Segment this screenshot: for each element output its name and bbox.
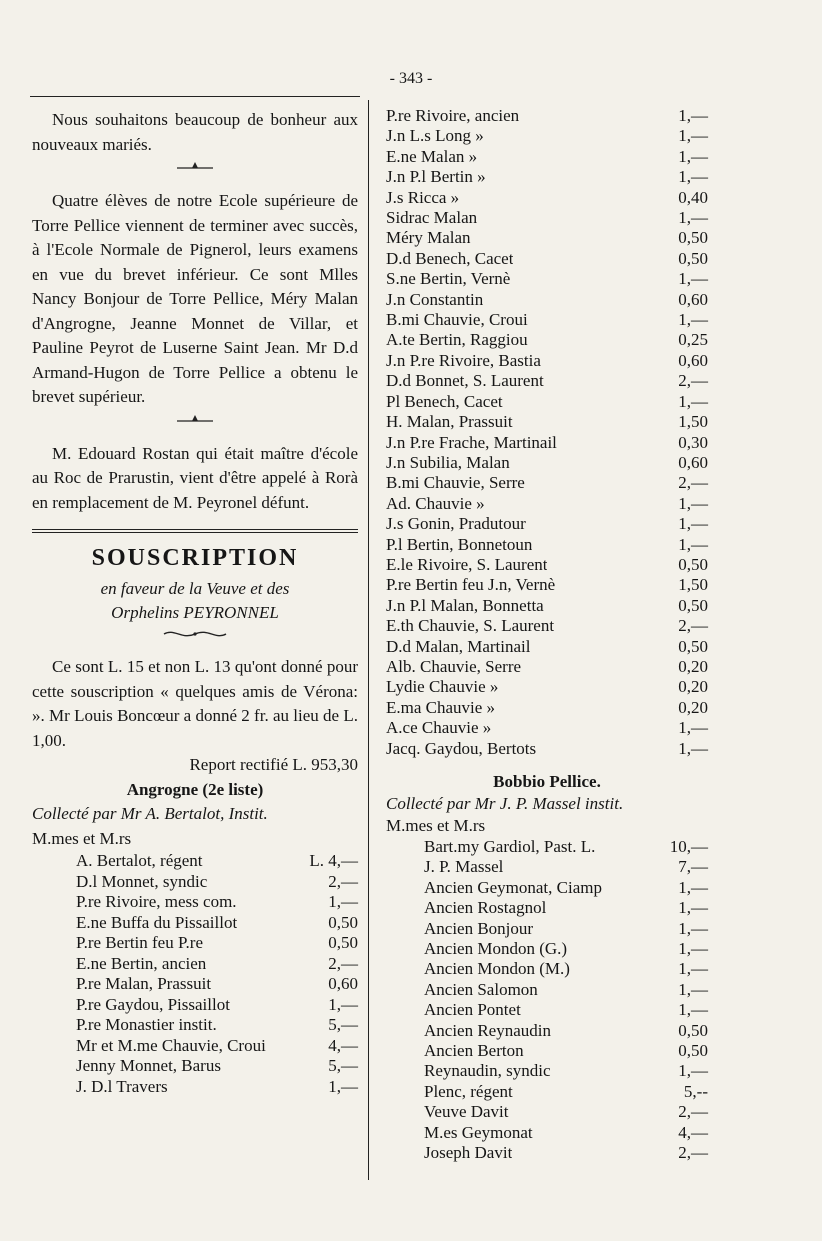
donation-amount: 5,—: [328, 1015, 358, 1034]
donation-amount: 1,—: [328, 1076, 358, 1096]
donation-amount: 4,—: [678, 1122, 708, 1142]
donor-row: [32, 1077, 358, 1098]
donation-amount: 0,50: [678, 248, 708, 268]
donor-row: [386, 698, 708, 718]
donor-name: J.n P.l Malan, Bonnetta: [386, 595, 544, 615]
donor-name: Pl Benech, Cacet: [386, 391, 503, 411]
donation-amount: 2,—: [678, 1143, 708, 1163]
group-label: M.mes et M.rs: [32, 828, 132, 848]
section-rule: [32, 529, 358, 533]
donor-name: J.s Ricca »: [386, 187, 460, 207]
donation-amount: 1,—: [678, 1000, 708, 1020]
donor-row: [386, 1082, 708, 1102]
donor-name: Reynaudin, syndic: [424, 1061, 551, 1081]
donor-name: E.le Rivoire, S. Laurent: [386, 554, 548, 574]
donor-name: J.n L.s Long »: [386, 126, 484, 146]
report-total: Report rectifié L. 953,30: [189, 755, 358, 774]
donation-amount: 1,—: [678, 208, 708, 228]
donor-row: [386, 657, 708, 677]
donor-name: P.re Bertin feu J.n, Vernè: [386, 575, 556, 595]
donor-row: [386, 616, 708, 636]
donor-row: [386, 1143, 708, 1163]
donor-name: J.n P.l Bertin »: [386, 167, 486, 187]
donation-amount: 1,—: [678, 979, 708, 999]
donor-name: E.ne Buffa du Pissaillot: [76, 912, 238, 932]
donation-amount: 0,50: [678, 228, 708, 248]
donation-amount: 1,—: [678, 898, 708, 918]
donation-amount: 1,—: [678, 918, 708, 938]
donation-amount: 2,—: [678, 1102, 708, 1122]
donor-row: [32, 1015, 358, 1036]
donor-name: Bart.my Gardiol, Past. L.: [424, 837, 596, 856]
donation-amount: 1,—: [678, 126, 708, 146]
donor-name: J.n P.re Frache, Martinail: [386, 432, 557, 452]
donor-name: P.re Monastier instit.: [76, 1015, 217, 1034]
donor-name: Joseph Davit: [424, 1143, 513, 1163]
donor-row: [386, 959, 708, 979]
donor-name: Mr et M.me Chauvie, Croui: [76, 1035, 266, 1055]
donor-name: P.l Bertin, Bonnetoun: [386, 534, 533, 554]
donor-name: J.n Subilia, Malan: [386, 452, 510, 472]
donor-row: [386, 433, 708, 453]
donor-name: Ancien Mondon (M.): [424, 959, 570, 979]
donation-amount: 0,50: [678, 554, 708, 574]
donation-amount: 1,—: [678, 493, 708, 513]
donation-amount: 1,—: [328, 994, 358, 1014]
donation-amount: 0,50: [678, 1041, 708, 1061]
donor-row: [386, 878, 708, 898]
donor-row: [386, 555, 708, 575]
donor-row: [386, 575, 708, 595]
donor-name: J.n Constantin: [386, 289, 484, 309]
donor-row: [32, 892, 358, 913]
donor-row: [386, 596, 708, 616]
donor-name: J.s Gonin, Pradutour: [386, 514, 526, 534]
page-number: - 343 -: [389, 70, 433, 87]
donor-row: [386, 1021, 708, 1041]
donor-row: [386, 1102, 708, 1122]
appointment-paragraph: M. Edouard Rostan qui était maître d'école au Roc de Prarustin, vient d'être appelé à Rorà en remplacement de M. Peyronel défunt.: [32, 443, 358, 512]
donation-amount: 1,—: [678, 310, 708, 330]
donation-amount: 1,—: [678, 534, 708, 554]
donation-amount: 1,—: [678, 106, 708, 125]
correction-paragraph: Ce sont L. 15 et non L. 13 qu'ont donné pour cette souscription « quelques amis de Vérona: ». Mr Louis Boncœur a donné 2 fr. au lieu de L. 1,00.: [32, 657, 358, 750]
donor-row: [386, 188, 708, 208]
right-column: [386, 106, 708, 1164]
donor-name: H. Malan, Prassuit: [386, 412, 513, 432]
donation-amount: 4,—: [328, 1035, 358, 1055]
donor-row: [386, 494, 708, 514]
donor-row: [386, 857, 708, 877]
donor-row: [386, 330, 708, 350]
donor-name: P.re Rivoire, ancien: [386, 106, 520, 125]
donation-amount: 1,—: [678, 146, 708, 166]
donor-row: [386, 514, 708, 534]
donor-row: [32, 974, 358, 995]
header-rule: [30, 96, 360, 97]
donor-name: P.re Rivoire, mess com.: [76, 892, 237, 911]
donor-row: [386, 473, 708, 493]
donor-name: Ancien Berton: [424, 1041, 524, 1061]
donor-name: Jenny Monnet, Barus: [76, 1056, 221, 1075]
donor-name: M.es Geymonat: [424, 1122, 533, 1142]
donor-row: [386, 837, 708, 857]
donation-amount: 0,50: [678, 595, 708, 615]
donor-name: Alb. Chauvie, Serre: [386, 656, 522, 676]
donor-row: [386, 1041, 708, 1061]
donor-row: [386, 739, 708, 759]
donor-name: P.re Bertin feu P.re: [76, 933, 204, 952]
donor-row: [386, 677, 708, 697]
donor-name: Ancien Bonjour: [424, 918, 534, 938]
donor-list: [32, 851, 358, 1097]
donor-row: [386, 290, 708, 310]
donor-list: [386, 837, 708, 1164]
donor-name: Ancien Pontet: [424, 1000, 521, 1020]
donor-name: Ancien Reynaudin: [424, 1020, 551, 1040]
donation-amount: 1,—: [678, 391, 708, 411]
donor-row: [386, 228, 708, 248]
donation-amount: 0,50: [678, 1020, 708, 1040]
donation-amount: 0,20: [678, 656, 708, 676]
donor-row: [386, 919, 708, 939]
donor-row: [386, 412, 708, 432]
donor-name: P.re Malan, Prassuit: [76, 974, 212, 993]
left-column: [32, 108, 358, 1097]
donation-amount: 0,60: [678, 350, 708, 370]
donation-amount: 1,—: [678, 939, 708, 959]
donor-row: [32, 995, 358, 1016]
donor-name: Sidrac Malan: [386, 208, 478, 228]
donor-name: E.ne Malan »: [386, 146, 478, 166]
donation-amount: 0,60: [678, 289, 708, 309]
donor-name: A. Bertalot, régent: [76, 851, 203, 870]
column-divider: [368, 100, 369, 1180]
donation-amount: 2,—: [678, 371, 708, 391]
donation-amount: 1,—: [678, 514, 708, 534]
donor-name: Veuve Davit: [424, 1102, 509, 1122]
exams-paragraph: Quatre élèves de notre Ecole supérieure de Torre Pellice viennent de terminer avec succès, à l'Ecole Normale de Pignerol, leurs examens en vue du brevet inférieur. Ce sont Mlles Nancy Bonjour de Torre Pellice, Méry Malan d'Angrogne, Jeanne Monnet de Villar, et Pauline Peyrot de Luserne Saint Jean. Mr D.d Armand-Hugon de Torre Pellice a obtenu le brevet supérieur.: [32, 191, 358, 406]
donor-row: [386, 980, 708, 1000]
donor-name: J. P. Massel: [424, 857, 504, 877]
wedding-paragraph: Nous souhaitons beaucoup de bonheur aux nouveaux mariés.: [32, 110, 358, 154]
donor-name: Ad. Chauvie »: [386, 493, 485, 513]
donation-amount: 1,—: [678, 167, 708, 187]
donor-name: Ancien Salomon: [424, 979, 538, 999]
donor-list: [386, 106, 708, 759]
ornament-divider: [32, 412, 358, 436]
donation-amount: 0,40: [678, 187, 708, 207]
donor-name: D.d Bonnet, S. Laurent: [386, 371, 544, 391]
donation-amount: 0,20: [678, 697, 708, 717]
donation-amount: 0,50: [328, 933, 358, 952]
donation-amount: 5,--: [683, 1081, 708, 1101]
donor-row: [386, 392, 708, 412]
donation-amount: 0,60: [678, 452, 708, 472]
subscription-subtitle: en faveur de la Veuve et des: [100, 579, 290, 598]
subscription-subtitle-2: Orphelins PEYRONNEL: [111, 603, 279, 622]
donor-row: [32, 872, 358, 893]
donor-row: [386, 208, 708, 228]
donation-amount: 2,—: [678, 473, 708, 493]
donor-name: Ancien Geymonat, Ciamp: [424, 877, 602, 897]
donor-row: [386, 637, 708, 657]
donor-row: [386, 1061, 708, 1081]
donor-name: B.mi Chauvie, Croui: [386, 310, 528, 330]
donation-amount: 0,50: [328, 912, 358, 932]
donation-amount: 1,50: [678, 575, 708, 595]
section-heading: Bobbio Pellice.: [493, 772, 601, 791]
donor-name: Ancien Mondon (G.): [424, 939, 568, 959]
donor-row: [386, 718, 708, 738]
donor-row: [386, 898, 708, 918]
donation-amount: 0,30: [678, 432, 708, 452]
donor-row: [386, 126, 708, 146]
donor-row: [386, 147, 708, 167]
collector-line: Collecté par Mr J. P. Massel instit.: [386, 794, 624, 813]
donation-amount: 1,—: [678, 718, 708, 738]
donor-name: J.n P.re Rivoire, Bastia: [386, 350, 541, 370]
donor-name: Plenc, régent: [424, 1081, 513, 1101]
donation-amount: 1,—: [328, 892, 358, 911]
donor-name: B.mi Chauvie, Serre: [386, 473, 525, 493]
donor-name: D.l Monnet, syndic: [76, 871, 208, 891]
donation-amount: 0,25: [678, 330, 708, 350]
donor-name: D.d Malan, Martinail: [386, 636, 531, 656]
donation-amount: 1,—: [678, 877, 708, 897]
flourish-ornament: [32, 627, 358, 647]
donor-row: [386, 106, 708, 126]
donation-amount: 5,—: [328, 1056, 358, 1075]
donor-row: [386, 269, 708, 289]
donor-name: P.re Gaydou, Pissaillot: [76, 994, 230, 1014]
donor-row: [386, 310, 708, 330]
donor-name: E.th Chauvie, S. Laurent: [386, 616, 555, 636]
donor-row: [386, 1000, 708, 1020]
donor-name: Ancien Rostagnol: [424, 898, 547, 918]
donation-amount: 1,—: [678, 269, 708, 289]
donation-amount: 2,—: [328, 871, 358, 891]
donor-name: A.te Bertin, Raggiou: [386, 330, 528, 350]
donation-amount: 1,50: [678, 412, 708, 432]
donor-row: [32, 1056, 358, 1077]
donation-amount: 1,—: [678, 1061, 708, 1081]
donor-row: [386, 167, 708, 187]
donation-amount: 1,—: [678, 738, 708, 758]
donation-amount: 7,—: [678, 857, 708, 877]
donation-amount: 2,—: [328, 953, 358, 973]
donation-amount: 0,20: [678, 677, 708, 697]
donor-row: [386, 351, 708, 371]
donor-name: E.ne Bertin, ancien: [76, 953, 207, 973]
donation-amount: 0,60: [328, 974, 358, 993]
donor-row: [32, 851, 358, 872]
donation-amount: 2,—: [678, 616, 708, 636]
donor-row: [32, 933, 358, 954]
collector-line: Collecté par Mr A. Bertalot, Instit.: [32, 804, 268, 823]
section-heading: Angrogne (2e liste): [126, 779, 264, 799]
donation-amount: 10,—: [669, 837, 708, 856]
donor-row: [32, 1036, 358, 1057]
donor-row: [386, 453, 708, 473]
donor-name: A.ce Chauvie »: [386, 718, 492, 738]
donor-row: [386, 535, 708, 555]
donor-name: S.ne Bertin, Vernè: [386, 269, 511, 289]
donor-row: [386, 939, 708, 959]
donor-row: [386, 249, 708, 269]
donor-name: Jacq. Gaydou, Bertots: [386, 738, 537, 758]
donor-row: [386, 1123, 708, 1143]
subscription-title: SOUSCRIPTION: [91, 545, 299, 571]
ornament-divider: [32, 159, 358, 183]
donor-row: [32, 913, 358, 934]
donation-amount: 1,—: [678, 959, 708, 979]
group-label: M.mes et M.rs: [386, 816, 486, 835]
donor-name: E.ma Chauvie »: [386, 697, 496, 717]
donor-name: Méry Malan: [386, 228, 471, 248]
donor-name: D.d Benech, Cacet: [386, 248, 514, 268]
donor-name: J. D.l Travers: [76, 1076, 168, 1096]
donation-amount: L. 4,—: [309, 851, 358, 870]
donation-amount: 0,50: [678, 636, 708, 656]
donor-name: Lydie Chauvie »: [386, 677, 499, 697]
donor-row: [32, 954, 358, 975]
donor-row: [386, 371, 708, 391]
